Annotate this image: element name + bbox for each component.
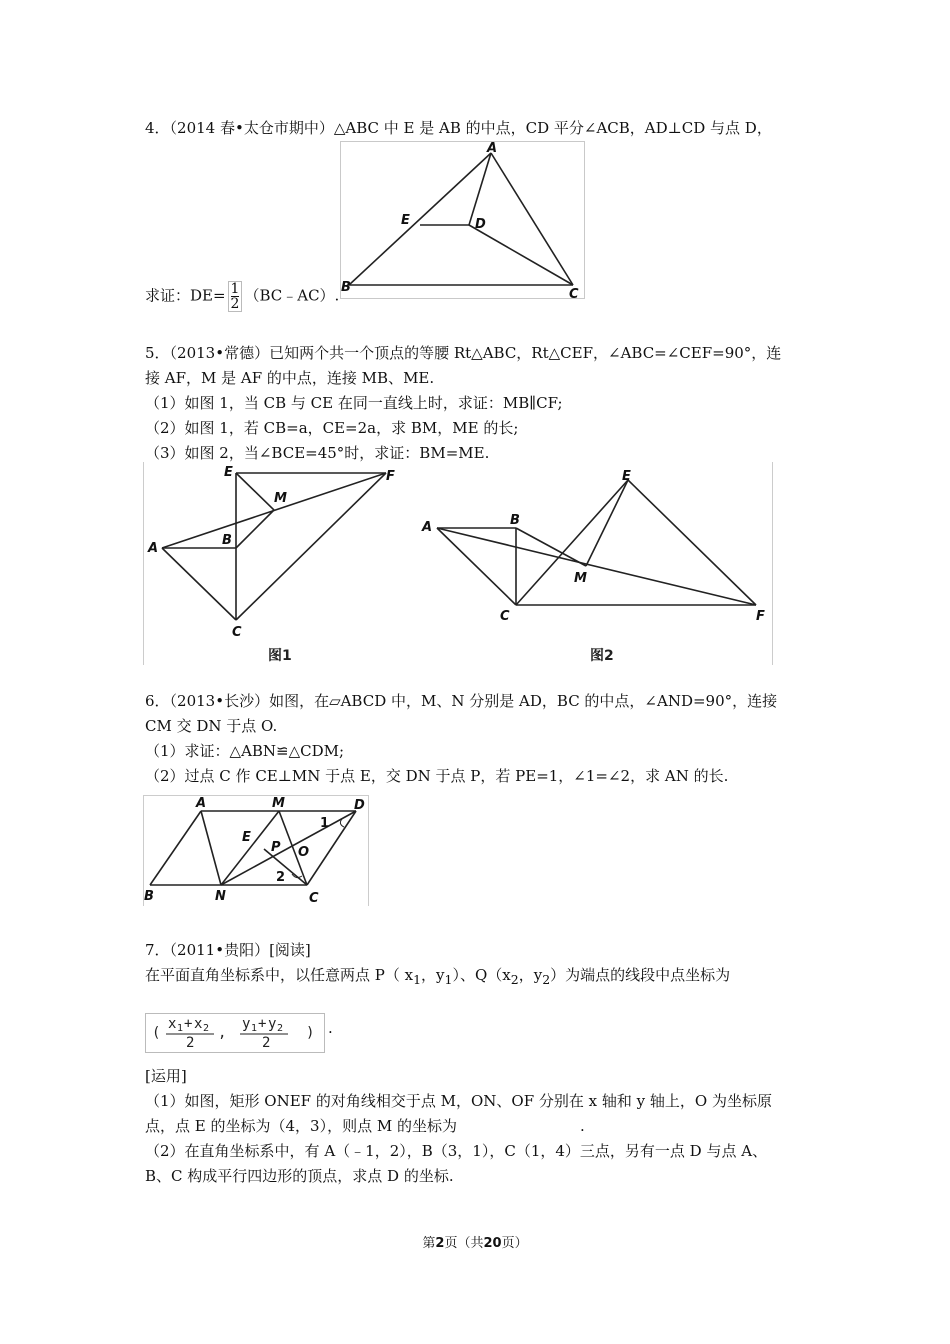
fig1-label-M: M	[274, 491, 287, 506]
p6-label-O: O	[298, 845, 310, 860]
p7-apply: [运用]	[145, 1067, 187, 1085]
p7-read-b: ，y	[421, 966, 445, 984]
label-E: E	[401, 213, 410, 228]
fig2-label-F: F	[756, 609, 765, 624]
formula-x2-sub: 2	[203, 1023, 210, 1034]
fig2-caption: 图2	[590, 648, 614, 664]
p6-label-C: C	[309, 891, 319, 906]
footer-page-number: 2	[435, 1236, 445, 1251]
p4-prove	[145, 281, 339, 312]
footer-mid: 页（共	[444, 1236, 484, 1251]
p7-q1b: 点，点 E 的坐标为（4，3），则点 M 的坐标为	[145, 1117, 457, 1135]
p6-figure	[143, 795, 369, 906]
p6-label-A: A	[196, 796, 207, 811]
p6-q2: （2）过点 C 作 CE⊥MN 于点 E，交 DN 于点 P，若 PE=1，∠1=∠2，求 AN 的长.	[145, 767, 729, 785]
fig1-label-E: E	[224, 465, 233, 480]
p4-figure	[340, 141, 585, 299]
formula-x1-sub: 1	[177, 1023, 184, 1034]
label-D: D	[475, 217, 486, 232]
fig2-label-E: E	[622, 469, 631, 484]
fig1-caption: 图1	[268, 648, 292, 664]
fig2-label-M: M	[574, 571, 587, 586]
formula-y1-sub: 1	[251, 1023, 258, 1034]
formula-lparen: (	[152, 1025, 161, 1041]
p6-label-B: B	[144, 889, 154, 904]
p6-line1: 6．（2013•长沙）如图，在▱ABCD 中，M、N 分别是 AD，BC 的中点，∠AND=90°，连接	[145, 692, 778, 710]
formula-y2-sub: 2	[277, 1023, 284, 1034]
label-C: C	[569, 287, 579, 298]
p5-q2: （2）如图 1，若 CB=a，CE=2a，求 BM，ME 的长;	[145, 419, 519, 437]
p4-triangle-diagram	[341, 142, 584, 298]
formula-y2: y	[268, 1016, 277, 1032]
p4-prove-suffix: （BC﹣AC）.	[244, 286, 340, 305]
p5-q1: （1）如图 1，当 CB 与 CE 在同一直线上时，求证：MB∥CF;	[145, 394, 563, 412]
p7-q2b: B、C 构成平行四边形的顶点，求点 D 的坐标.	[145, 1167, 454, 1185]
sub-y2: 2	[542, 972, 551, 987]
frac-numerator: 1	[230, 281, 240, 297]
p5-figures	[143, 462, 773, 665]
p7-read	[145, 965, 730, 990]
fig1-label-A: A	[148, 541, 159, 556]
p7-read-a: 在平面直角坐标系中，以任意两点 P（ x	[145, 966, 414, 984]
p7-q1c: .	[580, 1117, 585, 1135]
page-footer	[0, 1232, 950, 1251]
midpoint-formula-svg	[146, 1014, 324, 1052]
p6-label-E: E	[242, 830, 251, 845]
fig2-label-B: B	[510, 513, 520, 528]
p7-q2a: （2）在直角坐标系中，有 A（﹣1，2），B（3，1），C（1，4）三点，另有一点 D 与点 A、	[145, 1142, 768, 1160]
formula-comma: ,	[218, 1025, 227, 1041]
formula-y1: y	[242, 1016, 251, 1032]
p6-angle-1: 1	[320, 816, 330, 831]
fig2-label-C: C	[500, 609, 510, 624]
formula-plus1: +	[184, 1016, 193, 1032]
formula-den1: 2	[186, 1035, 195, 1051]
fig1-label-C: C	[232, 625, 242, 640]
formula-period: .	[328, 1019, 333, 1037]
p5-q3: （3）如图 2，当∠BCE=45°时，求证：BM=ME.	[145, 444, 490, 462]
p5-diagrams	[144, 462, 772, 665]
p7-read-c: ）、Q（x	[452, 966, 511, 984]
p4-line1: 4．（2014 春•太仓市期中）△ABC 中 E 是 AB 的中点，CD 平分∠ACB，AD⊥CD 与点 D，	[145, 119, 772, 137]
p7-read-d: ，y	[518, 966, 543, 984]
p6-line2: CM 交 DN 于点 O.	[145, 717, 278, 735]
p6-label-N: N	[215, 889, 226, 904]
p7-line1: 7．（2011•贵阳）[阅读]	[145, 941, 311, 959]
p7-q1a: （1）如图，矩形 ONEF 的对角线相交于点 M，ON、OF 分别在 x 轴和 y 轴上，O 为坐标原	[145, 1092, 772, 1110]
formula-rparen: )	[306, 1025, 315, 1041]
p6-q1: （1）求证：△ABN≌△CDM;	[145, 742, 345, 760]
fig2-label-A: A	[422, 520, 433, 535]
sub-x1: 1	[413, 972, 422, 987]
sub-x2: 2	[510, 972, 519, 987]
p7-read-e: ）为端点的线段中点坐标为	[550, 966, 731, 984]
label-A: A	[487, 142, 498, 156]
label-B: B	[341, 280, 351, 295]
p5-line1: 5．（2013•常德）已知两个共一个顶点的等腰 Rt△ABC，Rt△CEF，∠ABC=∠CEF=90°，连	[145, 344, 782, 362]
p6-label-P: P	[271, 840, 281, 855]
fig1-label-F: F	[386, 469, 395, 484]
frac-denominator: 2	[230, 296, 240, 312]
p6-label-M: M	[272, 796, 285, 811]
formula-x2: x	[194, 1016, 203, 1032]
p6-angle-2: 2	[276, 870, 286, 885]
sub-y1: 1	[444, 972, 453, 987]
p6-label-D: D	[354, 798, 365, 813]
footer-total-pages: 20	[483, 1236, 502, 1251]
fig1-label-B: B	[222, 533, 232, 548]
half-fraction	[228, 281, 243, 312]
p5-line2: 接 AF，M 是 AF 的中点，连接 MB、ME.	[145, 369, 435, 387]
p4-prove-prefix: 求证：DE=	[145, 286, 226, 305]
formula-x1: x	[168, 1016, 177, 1032]
p6-parallelogram-diagram	[144, 796, 368, 906]
footer-pre: 第	[422, 1236, 436, 1251]
footer-post: 页）	[501, 1236, 528, 1251]
midpoint-formula	[145, 1013, 325, 1053]
formula-plus2: +	[258, 1016, 267, 1032]
formula-den2: 2	[262, 1035, 271, 1051]
